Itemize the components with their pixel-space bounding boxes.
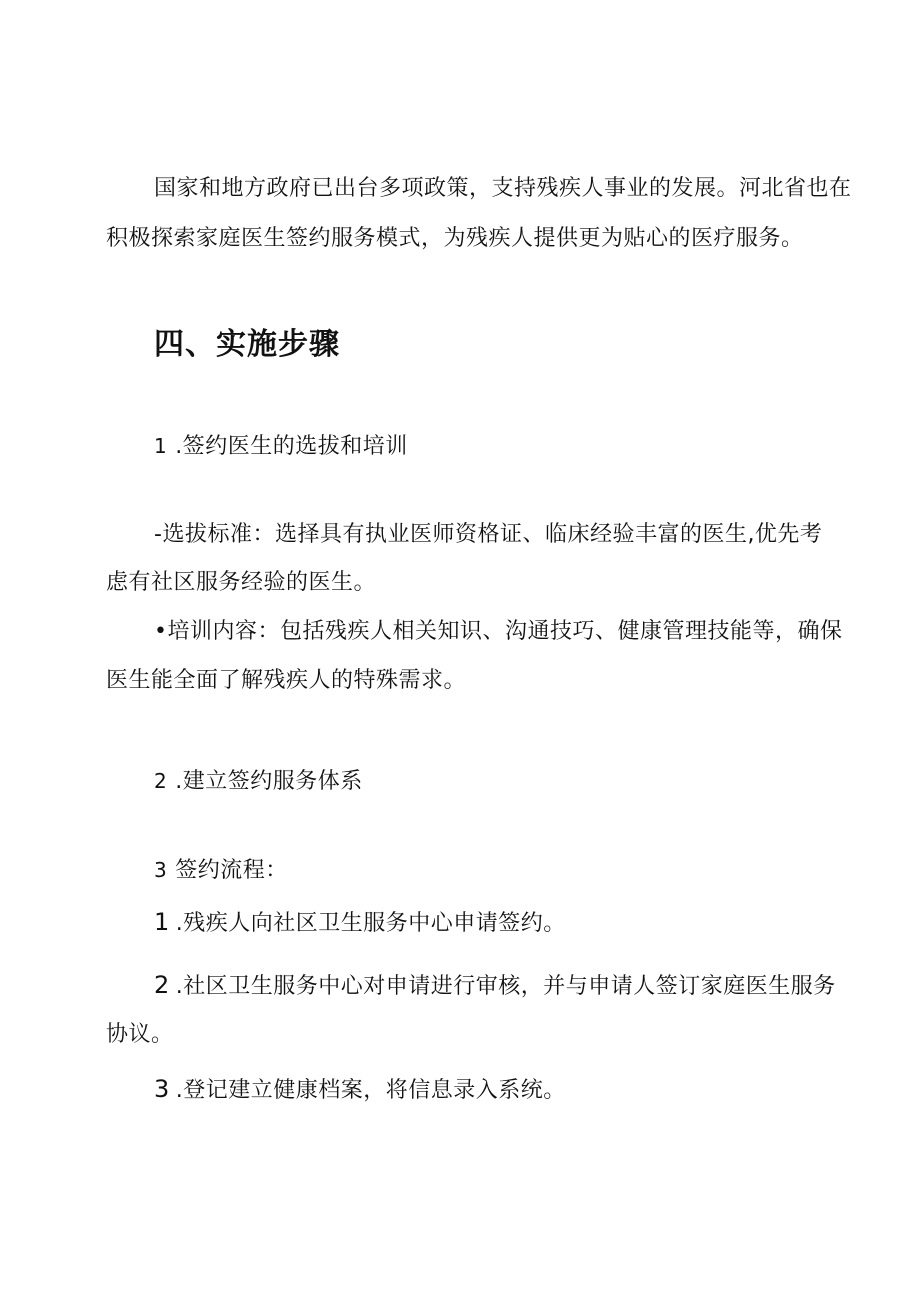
- process-item-2-text-line-1: .社区卫生服务中心对申请进行审核，并与申请人签订家庭医生服务: [175, 974, 836, 999]
- training-content-line-1: •培训内容：包括残疾人相关知识、沟通技巧、健康管理技能等，确保: [154, 619, 843, 644]
- step-1-heading: [154, 431, 408, 462]
- process-item-2-line-1: [154, 970, 836, 1002]
- section-heading: 四、实施步骤: [154, 327, 340, 362]
- process-item-3-number: 3: [154, 1075, 170, 1103]
- signing-process-heading: [154, 855, 288, 886]
- process-item-2-number: 2: [154, 971, 170, 999]
- process-item-1-number: 1: [154, 908, 170, 936]
- process-item-3-text: .登记建立健康档案，将信息录入系统。: [175, 1078, 566, 1103]
- process-item-3: [154, 1074, 566, 1106]
- signing-process-label: 签约流程：: [175, 858, 288, 883]
- intro-paragraph-line-2: 积极探索家庭医生签约服务模式，为残疾人提供更为贴心的医疗服务。: [106, 226, 804, 251]
- selection-criteria-line-1: -选拔标准：选择具有执业医师资格证、临床经验丰富的医生,优先考: [154, 522, 823, 547]
- step-1-label: .签约医生的选拔和培训: [175, 434, 408, 459]
- selection-criteria-line-2: 虑有社区服务经验的医生。: [106, 570, 377, 595]
- signing-process-number: 3: [154, 858, 168, 882]
- intro-paragraph-line-1: 国家和地方政府已出台多项政策，支持残疾人事业的发展。河北省也在: [154, 176, 852, 201]
- process-item-2-text-line-2: 协议。: [106, 1022, 174, 1047]
- step-2-heading: [154, 766, 363, 797]
- process-item-1: [154, 907, 566, 939]
- step-2-label: .建立签约服务体系: [175, 769, 363, 794]
- step-1-number: 1: [154, 434, 168, 458]
- step-2-number: 2: [154, 769, 168, 793]
- process-item-1-text: .残疾人向社区卫生服务中心申请签约。: [175, 911, 566, 936]
- training-content-line-2: 医生能全面了解残疾人的特殊需求。: [106, 668, 467, 693]
